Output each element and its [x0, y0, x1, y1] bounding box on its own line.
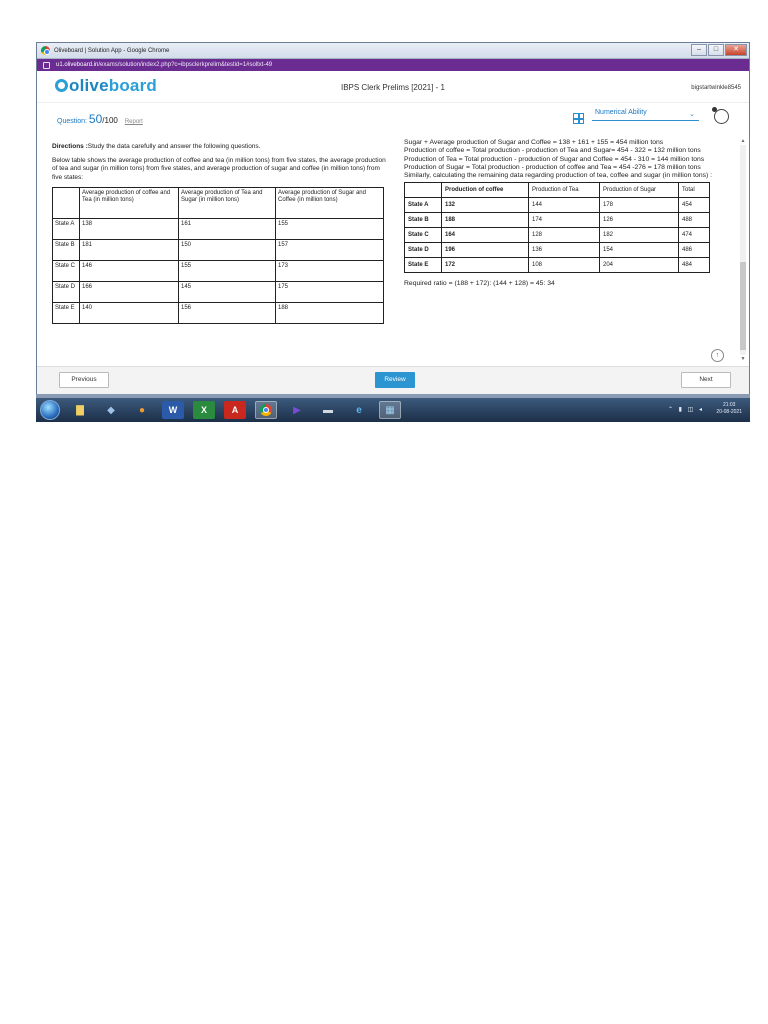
close-icon[interactable]: ✕: [725, 44, 747, 56]
question-body: Below table shows the average production of coffee and tea (in million tons) from five states, the average production of tea and sugar (in million tons) from five states, and average production of sugar and coffee (in million tons) from five states:: [52, 156, 386, 181]
table-row: [53, 240, 384, 261]
table-cell: 196: [442, 243, 529, 258]
directions-text: Study the data carefully and answer the following questions.: [87, 143, 261, 150]
table-cell: 146: [80, 261, 179, 282]
scroll-down-icon[interactable]: ▼: [740, 356, 746, 362]
table-header: Average production of coffee and Tea (in million tons): [80, 188, 179, 219]
table-row: [53, 282, 384, 303]
table-cell: 138: [80, 219, 179, 240]
table-cell: State B: [53, 240, 80, 261]
table-cell: 145: [179, 282, 276, 303]
settings-icon[interactable]: [714, 109, 729, 124]
table-cell: 488: [679, 213, 710, 228]
grid-icon[interactable]: [573, 113, 583, 123]
table-row: [53, 261, 384, 282]
table-cell: State D: [405, 243, 442, 258]
play-icon[interactable]: ▶: [293, 404, 301, 416]
window-controls: [691, 44, 747, 56]
chrome-icon: [41, 46, 50, 55]
question-bar: [37, 103, 749, 131]
solution-table: [404, 182, 710, 273]
footer-bar: [37, 366, 749, 394]
table-cell: State C: [405, 228, 442, 243]
clock-time: 21:03: [722, 402, 736, 408]
table-cell: 173: [276, 261, 384, 282]
question-total: /100: [102, 116, 118, 125]
table-cell: State B: [405, 213, 442, 228]
table-header: Total: [679, 183, 710, 198]
table-cell: 188: [276, 303, 384, 324]
table-cell: State A: [405, 198, 442, 213]
table-row: [405, 243, 710, 258]
solution-panel: [404, 139, 734, 365]
directions-label: Directions :: [52, 143, 88, 150]
table-header: Average production of Sugar and Coffee (in million tons): [276, 188, 384, 219]
start-button-icon[interactable]: [40, 400, 60, 420]
table-header: Production of Tea: [529, 183, 600, 198]
window-title: Oliveboard | Solution App - Google Chrome: [54, 47, 170, 54]
table-cell: 157: [276, 240, 384, 261]
table-cell: 175: [276, 282, 384, 303]
table-cell: 164: [442, 228, 529, 243]
table-cell: 144: [529, 198, 600, 213]
table-cell: 486: [679, 243, 710, 258]
question-label: Question:: [57, 118, 87, 125]
table-row: [405, 228, 710, 243]
table-row: [405, 198, 710, 213]
media-icon[interactable]: ◆: [107, 404, 115, 416]
tray-icons[interactable]: ⌃ ▮ ◫ ◂: [667, 407, 704, 413]
question-table: [52, 187, 384, 324]
maximize-icon[interactable]: □: [708, 44, 724, 56]
directions: [52, 143, 387, 152]
taskbar: [36, 398, 750, 422]
table-cell: 154: [600, 243, 679, 258]
table-cell: 181: [80, 240, 179, 261]
table-cell: 204: [600, 258, 679, 273]
table-cell: State E: [53, 303, 80, 324]
table-cell: 126: [600, 213, 679, 228]
table-cell: 155: [179, 261, 276, 282]
table-cell: 166: [80, 282, 179, 303]
table-header: Production of coffee: [442, 183, 529, 198]
table-cell: State E: [405, 258, 442, 273]
table-cell: 155: [276, 219, 384, 240]
table-cell: State C: [53, 261, 80, 282]
browser-window: [36, 42, 750, 394]
previous-button[interactable]: Previous: [59, 372, 109, 388]
required-ratio: Required ratio = (188 + 172): (144 + 128) = 45: 34: [404, 280, 555, 288]
table-cell: 182: [600, 228, 679, 243]
table-cell: 474: [679, 228, 710, 243]
table-header-row: [405, 183, 710, 198]
chrome-taskbar-icon[interactable]: [255, 401, 277, 419]
logo-text-board: board: [108, 76, 157, 95]
player-icon[interactable]: ●: [138, 404, 146, 416]
section-select[interactable]: [592, 109, 699, 121]
solution-line: Sugar + Average production of Sugar and Coffee = 138 + 161 + 155 = 454 million tons: [404, 139, 664, 146]
section-select-value: Numerical Ability: [595, 109, 647, 116]
table-cell: 108: [529, 258, 600, 273]
question-indicator: [57, 112, 143, 126]
table-header: Production of Sugar: [600, 183, 679, 198]
username[interactable]: bigstartwinkle8545: [691, 85, 741, 91]
table-header: [405, 183, 442, 198]
table-cell: 128: [529, 228, 600, 243]
table-row: [53, 303, 384, 324]
scrollbar-thumb[interactable]: [740, 262, 746, 350]
table-row: [53, 219, 384, 240]
ie-icon[interactable]: e: [356, 404, 362, 416]
network-app-icon[interactable]: ▦: [379, 401, 401, 419]
table-cell: 150: [179, 240, 276, 261]
table-row: [405, 213, 710, 228]
table-cell: State D: [53, 282, 80, 303]
table-cell: 136: [529, 243, 600, 258]
folder-icon[interactable]: ▇: [76, 404, 84, 416]
table-cell: 156: [179, 303, 276, 324]
table-cell: 178: [600, 198, 679, 213]
table-cell: 161: [179, 219, 276, 240]
scroll-to-top-icon[interactable]: ↑: [711, 349, 724, 362]
url-path: /exams/solution/index2.php?c=ibpsclerkprelim&testid=1#soltxt-49: [98, 62, 273, 68]
url-domain: u1.oliveboard.in: [56, 62, 99, 68]
word-icon[interactable]: W: [162, 401, 184, 419]
review-button[interactable]: Review: [375, 372, 415, 388]
report-link[interactable]: Report: [124, 119, 143, 125]
minimize-icon[interactable]: –: [691, 44, 707, 56]
table-header: Average production of Tea and Sugar (in million tons): [179, 188, 276, 219]
solution-line: Production of Tea = Total production - production of Sugar and Coffee = 454 - 310 = 144 million tons: [404, 155, 705, 163]
address-bar[interactable]: [37, 59, 749, 71]
table-cell: 140: [80, 303, 179, 324]
question-panel: [52, 139, 387, 365]
clock-date: 20-08-2021: [716, 409, 742, 415]
table-cell: 172: [442, 258, 529, 273]
table-header-row: [53, 188, 384, 219]
table-cell: 484: [679, 258, 710, 273]
table-row: [405, 258, 710, 273]
clock[interactable]: [716, 402, 742, 416]
table-cell: 188: [442, 213, 529, 228]
title-bar: [37, 43, 749, 59]
pdf-icon[interactable]: A: [224, 401, 246, 419]
lock-icon: [43, 62, 50, 69]
table-cell: 132: [442, 198, 529, 213]
scrollbar[interactable]: [740, 138, 746, 362]
table-cell: 454: [679, 198, 710, 213]
table-cell: State A: [53, 219, 80, 240]
content-area: [37, 139, 749, 365]
logo-text-olive: olive: [69, 76, 109, 95]
table-header: [53, 188, 80, 219]
chrome-icon: [260, 404, 272, 416]
chevron-down-icon: ⌄: [689, 111, 695, 118]
solution-line: Similarly, calculating the remaining data regarding production of tea, coffee and sugar (in million tons) :: [404, 172, 713, 180]
solution-line: Production of Sugar = Total production - production of coffee and Tea = 454 -276 = 178 million tons: [404, 163, 701, 171]
printer-icon[interactable]: ▬: [323, 404, 333, 416]
question-number: 50: [88, 112, 103, 126]
scroll-up-icon[interactable]: ▲: [740, 138, 746, 144]
solution-line: Production of coffee = Total production - production of Tea and Sugar= 454 - 322 = 132 million tons: [404, 147, 701, 155]
app-header: [37, 71, 749, 103]
excel-icon[interactable]: X: [193, 401, 215, 419]
next-button[interactable]: Next: [681, 372, 731, 388]
table-cell: 174: [529, 213, 600, 228]
exam-title: IBPS Clerk Prelims [2021] - 1: [340, 83, 446, 92]
